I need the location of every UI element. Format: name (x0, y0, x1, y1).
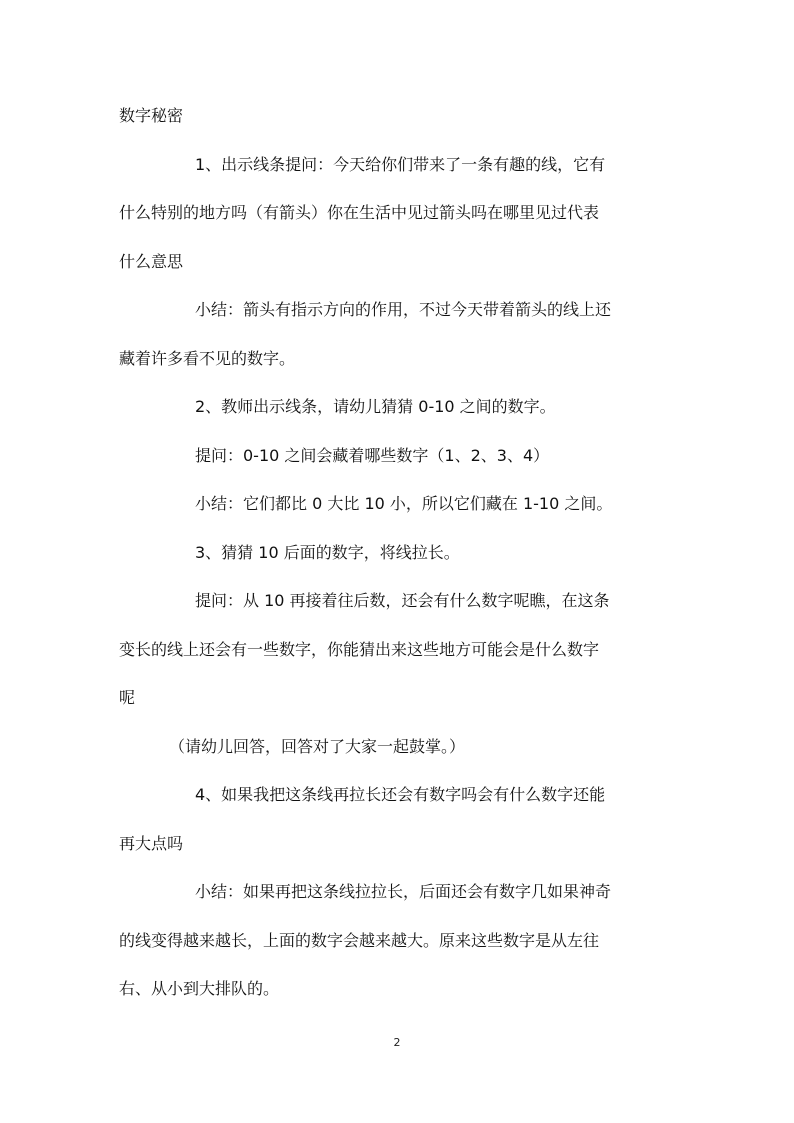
paragraph-1 (119, 141, 679, 287)
paragraph-8 (119, 723, 679, 772)
paragraph-2 (119, 286, 679, 383)
paragraph-line: 1、出示线条提问：今天给你们带来了一条有趣的线，它有 (195, 154, 606, 174)
paragraph-line: 提问：从 10 再接着往后数，还会有什么数字呢瞧，在这条 (195, 591, 610, 610)
paragraph-5 (119, 480, 679, 529)
paragraph-line: 藏着许多看不见的数字。 (119, 348, 296, 368)
paragraph-line: 变长的线上还会有一些数字，你能猜出来这些地方可能会是什么数字 (119, 639, 600, 659)
paragraph-3 (119, 383, 679, 432)
paragraph-line: 的线变得越来越长，上面的数字会越来越大。原来这些数字是从左往 (119, 930, 600, 950)
paragraph-line: 小结：如果再把这条线拉拉长，后面还会有数字几如果神奇 (195, 882, 612, 901)
paragraph-line: 再大点吗 (119, 833, 184, 853)
paragraph-10 (119, 868, 679, 1014)
paragraph-4 (119, 432, 679, 481)
paragraph-line: 2、教师出示线条，请幼儿猜猜 0-10 之间的数字。 (195, 397, 556, 416)
document-body (119, 92, 679, 1014)
page-number: 2 (393, 1036, 401, 1049)
paragraph-9 (119, 771, 679, 868)
paragraph-6 (119, 529, 679, 578)
paragraph-line: 提问：0-10 之间会藏着哪些数字（1、2、3、4） (195, 445, 550, 465)
paragraph-line: 右、从小到大排队的。 (119, 979, 280, 998)
document-title: 数字秘密 (119, 106, 184, 125)
paragraph-line: 呢 (119, 688, 136, 707)
paragraph-7 (119, 577, 679, 723)
paragraph-line: 什么特别的地方吗（有箭头）你在生活中见过箭头吗在哪里见过代表 (119, 203, 600, 222)
paragraph-line: 小结：箭头有指示方向的作用，不过今天带着箭头的线上还 (195, 300, 612, 319)
paragraph-line: 什么意思 (119, 251, 184, 271)
paragraph-line: 4、如果我把这条线再拉长还会有数字吗会有什么数字还能 (195, 785, 606, 804)
paragraph-line: 小结：它们都比 0 大比 10 小，所以它们藏在 1-10 之间。 (195, 494, 613, 513)
paragraph-line: 3、猜猜 10 后面的数字，将线拉长。 (195, 542, 460, 562)
paragraph-line: （请幼儿回答，回答对了大家一起鼓掌。） (169, 736, 466, 756)
